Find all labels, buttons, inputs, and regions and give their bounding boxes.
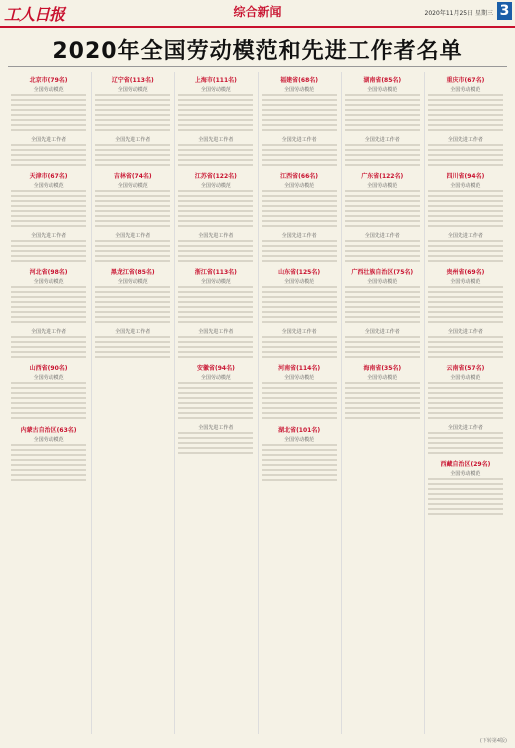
category-heading: 全国先进工作者 <box>447 329 483 335</box>
names-list-block <box>178 382 253 422</box>
category-heading: 全国劳动模范 <box>450 375 481 381</box>
names-list-block <box>345 240 420 264</box>
names-list-block <box>11 240 86 264</box>
region-heading: 黑龙江省(85名) <box>110 269 155 276</box>
names-list-block <box>11 144 86 168</box>
name-column <box>8 72 89 734</box>
names-list-block <box>95 336 170 360</box>
names-list-block <box>345 382 420 422</box>
names-list-block <box>95 144 170 168</box>
names-list-block <box>262 336 337 360</box>
region-heading: 广西壮族自治区(75名) <box>351 269 414 276</box>
names-list-block <box>11 382 86 422</box>
names-list-block <box>345 144 420 168</box>
headline-rule <box>8 66 507 67</box>
category-heading: 全国劳动模范 <box>284 183 315 189</box>
names-list-block <box>11 94 86 134</box>
region-heading: 湖北省(101名) <box>278 427 321 434</box>
names-list-block <box>428 432 503 456</box>
newspaper-logo: 工人日报 <box>4 5 65 24</box>
region-heading: 辽宁省(113名) <box>111 77 154 84</box>
region-heading: 山西省(90名) <box>29 365 68 372</box>
names-list-block <box>178 432 253 456</box>
region-heading: 西藏自治区(29名) <box>440 461 491 468</box>
region-heading: 内蒙古自治区(63名) <box>20 427 77 434</box>
category-heading: 全国先进工作者 <box>447 425 483 431</box>
category-heading: 全国劳动模范 <box>200 279 231 285</box>
category-heading: 全国劳动模范 <box>367 183 398 189</box>
category-heading: 全国先进工作者 <box>364 137 400 143</box>
category-heading: 全国先进工作者 <box>364 233 400 239</box>
region-heading: 广东省(122名) <box>361 173 404 180</box>
category-heading: 全国劳动模范 <box>284 375 315 381</box>
category-heading: 全国劳动模范 <box>33 87 64 93</box>
names-list-block <box>11 336 86 360</box>
category-heading: 全国劳动模范 <box>450 183 481 189</box>
names-list-block <box>345 286 420 326</box>
region-heading: 北京市(79名) <box>29 77 68 84</box>
category-heading: 全国劳动模范 <box>33 437 64 443</box>
region-heading: 安徽省(94名) <box>196 365 235 372</box>
category-heading: 全国劳动模范 <box>200 87 231 93</box>
region-heading: 四川省(94名) <box>446 173 485 180</box>
category-heading: 全国劳动模范 <box>117 279 148 285</box>
continued-note: (下转第4版) <box>479 738 507 744</box>
category-heading: 全国劳动模范 <box>284 279 315 285</box>
region-heading: 天津市(67名) <box>29 173 68 180</box>
category-heading: 全国劳动模范 <box>284 437 315 443</box>
region-heading: 上海市(111名) <box>194 77 237 84</box>
region-heading: 海南省(35名) <box>363 365 402 372</box>
names-list-block <box>178 144 253 168</box>
names-list-block <box>428 144 503 168</box>
name-column <box>341 72 423 734</box>
region-heading: 河北省(98名) <box>29 269 68 276</box>
region-heading: 吉林省(74名) <box>113 173 152 180</box>
category-heading: 全国先进工作者 <box>31 233 67 239</box>
names-list-block <box>428 478 503 518</box>
region-heading: 贵州省(69名) <box>446 269 485 276</box>
names-list-block <box>178 94 253 134</box>
names-list-block <box>262 94 337 134</box>
names-list-block <box>345 336 420 360</box>
category-heading: 全国先进工作者 <box>198 137 234 143</box>
category-heading: 全国劳动模范 <box>117 87 148 93</box>
name-column <box>174 72 256 734</box>
issue-date: 2020年11月25日 星期三 <box>424 10 493 17</box>
category-heading: 全国劳动模范 <box>33 375 64 381</box>
page-headline: 2020年全国劳动模范和先进工作者名单 <box>52 39 463 64</box>
names-list-block <box>262 382 337 422</box>
names-list-block <box>428 382 503 422</box>
region-heading: 江西省(66名) <box>280 173 318 180</box>
section-title: 综合新闻 <box>233 5 282 19</box>
names-list-block <box>428 190 503 230</box>
names-list-block <box>262 240 337 264</box>
category-heading: 全国劳动模范 <box>450 87 481 93</box>
region-heading: 福建省(68名) <box>280 77 318 84</box>
category-heading: 全国先进工作者 <box>364 329 400 335</box>
names-list-block <box>95 190 170 230</box>
category-heading: 全国先进工作者 <box>115 233 151 239</box>
region-heading: 湖南省(85名) <box>363 77 402 84</box>
names-list-block <box>11 444 86 484</box>
category-heading: 全国先进工作者 <box>198 233 234 239</box>
names-list-block <box>11 286 86 326</box>
category-heading: 全国先进工作者 <box>447 233 483 239</box>
names-list-block <box>262 444 337 484</box>
names-list-block <box>262 286 337 326</box>
name-column <box>258 72 340 734</box>
region-heading: 浙江省(113名) <box>194 269 237 276</box>
category-heading: 全国先进工作者 <box>447 137 483 143</box>
names-list-block <box>262 190 337 230</box>
category-heading: 全国劳动模范 <box>367 375 398 381</box>
region-heading: 重庆市(67名) <box>446 77 485 84</box>
category-heading: 全国先进工作者 <box>281 137 317 143</box>
names-list-block <box>178 286 253 326</box>
category-heading: 全国劳动模范 <box>450 279 481 285</box>
region-heading: 云南省(57名) <box>446 365 485 372</box>
name-column <box>91 72 173 734</box>
masthead <box>0 0 515 28</box>
names-list-block <box>262 144 337 168</box>
page-number-badge: 3 <box>497 2 512 20</box>
names-list-block <box>428 286 503 326</box>
category-heading: 全国劳动模范 <box>33 183 64 189</box>
region-heading: 山东省(125名) <box>278 269 321 276</box>
category-heading: 全国劳动模范 <box>117 183 148 189</box>
category-heading: 全国先进工作者 <box>281 233 317 239</box>
names-list-block <box>428 240 503 264</box>
category-heading: 全国先进工作者 <box>198 425 234 431</box>
region-heading: 河南省(114名) <box>278 365 321 372</box>
names-list-block <box>178 336 253 360</box>
category-heading: 全国先进工作者 <box>31 329 67 335</box>
category-heading: 全国劳动模范 <box>200 183 231 189</box>
category-heading: 全国劳动模范 <box>367 87 398 93</box>
names-list-block <box>345 190 420 230</box>
category-heading: 全国劳动模范 <box>33 279 64 285</box>
region-heading: 江苏省(122名) <box>194 173 237 180</box>
names-list-block <box>345 94 420 134</box>
name-column <box>424 72 506 734</box>
category-heading: 全国先进工作者 <box>198 329 234 335</box>
names-list-block <box>95 240 170 264</box>
names-list-block <box>95 94 170 134</box>
names-list-block <box>178 240 253 264</box>
names-list-block <box>95 286 170 326</box>
category-heading: 全国先进工作者 <box>115 329 151 335</box>
category-heading: 全国先进工作者 <box>281 329 317 335</box>
category-heading: 全国劳动模范 <box>284 87 315 93</box>
category-heading: 全国劳动模范 <box>367 279 398 285</box>
category-heading: 全国劳动模范 <box>200 375 231 381</box>
names-list-block <box>428 94 503 134</box>
names-list-block <box>428 336 503 360</box>
category-heading: 全国劳动模范 <box>450 471 481 477</box>
category-heading: 全国先进工作者 <box>31 137 67 143</box>
names-list-block <box>178 190 253 230</box>
names-list-block <box>11 190 86 230</box>
category-heading: 全国先进工作者 <box>115 137 151 143</box>
